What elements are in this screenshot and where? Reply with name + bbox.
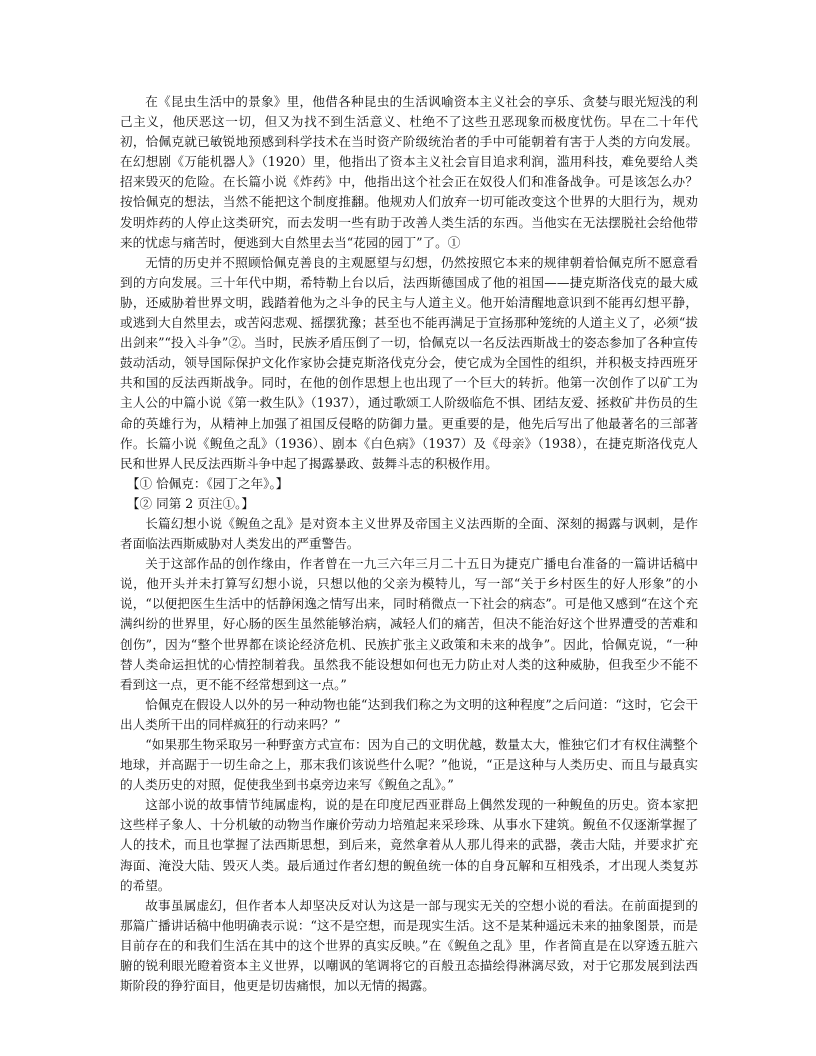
paragraph-plot: 这部小说的故事情节纯属虚构，说的是在印度尼西亚群岛上偶然发现的一种鲵鱼的历史。资本家把这些样子象人、十分机敏的动物当作廉价劳动力培殖起来采珍珠、从事水下建筑。鲵鱼不仅逐渐掌握了人的技术，而且也掌握了法西斯思想，到后来，竟然拿着从人那儿得来的武器，袭击大陆，并要求扩充海面、淹没大陆、毁灭人类。最后通过作者幻想的鲵鱼统一体的自身瓦解和互相残杀，才出现人类复苏的希望。	[120, 797, 698, 893]
footnote-2: 【② 同第 2 页注①。】	[126, 495, 254, 511]
paragraph-quote: “如果那生物采取另一种野蛮方式宣布：因为自己的文明优越，数量太大，惟独它们才有权住满整个地球，并高踞于一切生命之上，那末我们该说些什么呢？”他说，“正是这种与人类历史、而且与最真实的人类历史的对照，促使我坐到书桌旁边来写《鲵鱼之乱》。”	[120, 737, 698, 793]
paragraph-question: 恰佩克在假设人以外的另一种动物也能“达到我们称之为文明的这种程度”之后问道：“这时，它会干出人类所干出的同样疯狂的行动来吗？”	[120, 696, 698, 732]
paragraph-salamander-intro: 长篇幻想小说《鲵鱼之乱》是对资本主义世界及帝国主义法西斯的全面、深刻的揭露与讽刺，是作者面临法西斯威胁对人类发出的严重警告。	[120, 515, 698, 552]
paragraph-history-turn: 无情的历史并不照顾恰佩克善良的主观愿望与幻想，仍然按照它本来的规律朝着恰佩克所不愿意看到的方向发展。三十年代中期，希特勒上台以后，法西斯德国成了他的祖国——捷克斯洛伐克的最大威胁，还威胁着世界文明，践踏着他为之斗争的民主与人道主义。他开始清醒地意识到不能再幻想平静，或逃到大自然里去，或苦闷悲观、摇摆犹豫；甚至也不能再满足于宣扬那种笼统的人道主义了，必须“拔出剑来”“投入斗争”②。当时，民族矛盾压倒了一切，恰佩克以一名反法西斯战士的姿态参加了各种宣传鼓动活动，领导国际保护文化作家协会捷克斯洛伐克分会，使它成为全国性的组织，并积极支持西班牙共和国的反法西斯战争。同时，在他的创作思想上也出现了一个巨大的转折。他第一次创作了以矿工为主人公的中篇小说《第一救生队》（1937），通过歌颂工人阶级临危不惧、团结友爱、拯救矿井伤员的生命的英雄行为，从精神上加强了祖国反侵略的防御力量。更重要的是，他先后写出了他最著名的三部著作。长篇小说《鲵鱼之乱》（1936）、剧本《白色病》（1937）及《母亲》（1938），在捷克斯洛伐克人民和世界人民反法西斯斗争中起了揭露暴政、鼓舞斗志的积极作用。	[120, 254, 698, 471]
paragraph-reality: 故事虽属虚幻，但作者本人却坚决反对认为这是一部与现实无关的空想小说的看法。在前面提到的那篇广播讲话稿中他明确表示说：“这不是空想，而是现实生活。这不是某种遥远未来的抽象图景，而是目前存在的和我们生活在其中的这个世界的真实反映。”在《鲵鱼之乱》里，作者简直是在以穿透五脏六腑的锐利眼光瞪着资本主义世界，以嘲讽的笔调将它的百般丑态描绘得淋漓尽致，对于它那发展到法西斯阶段的狰狞面目，他更是切齿痛恨，加以无情的揭露。	[120, 897, 698, 994]
paragraph-insect-play: 在《昆虫生活中的景象》里，他借各种昆虫的生活讽喻资本主义社会的享乐、贪婪与眼光短浅的利己主义，他厌恶这一切，但又为找不到生活意义、杜绝不了这些丑恶现象而极度忧伤。早在二十年代初，恰佩克就已敏锐地预感到科学技术在当时资产阶级统治者的手中可能朝着有害于人类的方向发展。在幻想剧《万能机器人》（1920）里，他指出了资本主义社会盲目追求利润，滥用科技，难免要给人类招来毁灭的危险。在长篇小说《炸药》中，他指出这个社会正在奴役人们和准备战争。可是该怎么办？按恰佩克的想法，当然不能把这个制度推翻。他规劝人们放弃一切可能改变这个世界的大胆行为，规劝发明炸药的人停止这类研究，而去发明一些有助于改善人类生活的东西。当他实在无法摆脱社会给他带来的忧虑与痛苦时，便逃到大自然里去当“花园的园丁”了。①	[120, 94, 698, 250]
document-page	[120, 92, 698, 996]
footnote-1: 【① 恰佩克：《园丁之年》。】	[126, 475, 289, 491]
paragraph-origin: 关于这部作品的创作缘由，作者曾在一九三六年三月二十五日为捷克广播电台准备的一篇讲话稿中说，他开头并未打算写幻想小说，只想以他的父亲为模特儿，写一部“关于乡村医生的好人形象”的小说，“以便把医生生活中的恬静闲逸之情写出来，同时稍微点一下社会的病态”。可是他又感到“在这个充满纠纷的世界里，好心肠的医生虽然能够治病，减轻人们的痛苦，但决不能治好这个世界遭受的苦难和创伤”，因为“整个世界都在谈论经济危机、民族扩张主义政策和未来的战争”。因此，恰佩克说，“一种替人类命运担忧的心情控制着我。虽然我不能设想如何也无力防止对人类的这种威胁，但我至少不能不看到这一点，更不能不经常想到这一点。”	[120, 556, 698, 692]
